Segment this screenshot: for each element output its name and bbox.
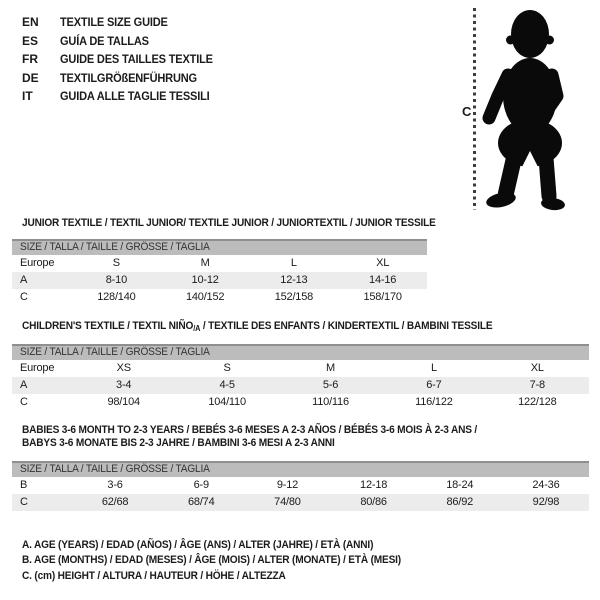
- legend: [22, 538, 434, 584]
- table-cell: 110/116: [312, 396, 349, 408]
- table-cell: 7-8: [529, 379, 545, 391]
- language-label: TEXTILGRÖßENFÜHRUNG: [60, 70, 197, 85]
- height-marker-label: C: [462, 104, 472, 119]
- language-code: IT: [22, 89, 33, 103]
- table-cell: 8-10: [105, 274, 127, 286]
- table-title: [22, 320, 544, 335]
- table-cell: XS: [116, 362, 131, 374]
- title-part: CHILDREN'S TEXTILE / TEXTIL NIÑO: [22, 320, 194, 332]
- table-cell: 3-4: [116, 379, 132, 391]
- table-cell: XL: [530, 362, 544, 374]
- table-cell: XL: [376, 257, 390, 269]
- language-label: TEXTILE SIZE GUIDE: [60, 15, 168, 29]
- table-cell: 6-7: [426, 379, 442, 391]
- row-label: A: [20, 379, 28, 391]
- table-cell: 18-24: [446, 479, 474, 491]
- language-label: GUIDE DES TAILLES TEXTILE: [60, 52, 213, 66]
- table-cell: 12-13: [280, 274, 308, 286]
- size-header-label: SIZE / TALLA / TAILLE / GRÖSSE / TAGLIA: [20, 463, 210, 475]
- table-cell: 5-6: [322, 379, 339, 391]
- language-row-en: [22, 13, 226, 32]
- legend-line-c: C. (cm) HEIGHT / ALTURA / HAUTEUR / HÖHE / ALTEZZA: [22, 569, 286, 582]
- row-label: C: [20, 291, 28, 303]
- language-row-de: [22, 69, 226, 88]
- row-label: Europe: [20, 257, 55, 269]
- legend-line-b: B. AGE (MONTHS) / EDAD (MESES) / ÂGE (MOIS) / ALTER (MONATE) / ETÀ (MESI): [22, 554, 401, 567]
- table-cell: 128/140: [97, 291, 136, 303]
- row-label: A: [20, 274, 28, 286]
- row-label: Europe: [20, 362, 55, 374]
- table-row: [12, 289, 427, 306]
- table-cell: 10-12: [191, 274, 219, 286]
- junior-textile-table: [12, 217, 436, 306]
- size-header-bar: [12, 461, 589, 477]
- language-code: ES: [22, 33, 39, 48]
- table-cell: 3-6: [107, 479, 123, 491]
- language-code: DE: [22, 70, 39, 85]
- table-cell: 74/80: [274, 496, 301, 508]
- row-label: B: [20, 479, 28, 491]
- title-part-subscript: /A: [193, 324, 201, 333]
- table-cell: 140/152: [185, 291, 225, 303]
- childrens-textile-table: [12, 320, 589, 411]
- table-row: [12, 360, 589, 377]
- table-row: [12, 255, 427, 272]
- legend-line-a: A. AGE (YEARS) / EDAD (AÑOS) / ÂGE (ANS) / ALTER (JAHRE) / ETÀ (ANNI): [22, 539, 374, 551]
- title-part: / TEXTILE DES ENFANTS / KINDERTEXTIL / BAMBINI TESSILE: [200, 320, 493, 332]
- table-cell: 6-9: [193, 479, 209, 491]
- table-cell: 9-12: [276, 479, 299, 491]
- language-row-it: [22, 87, 226, 106]
- table-cell: L: [290, 257, 297, 269]
- table-title-line-2: BABYS 3-6 MONATE BIS 2-3 JAHRE / BAMBINI 3-6 MESI A 2-3 ANNI: [22, 437, 335, 449]
- table-cell: 24-36: [532, 479, 560, 491]
- table-cell: 104/110: [208, 396, 246, 408]
- table-cell: 116/122: [415, 396, 453, 408]
- size-header-label: SIZE / TALLA / TAILLE / GRÖSSE / TAGLIA: [20, 241, 210, 253]
- table-cell: 122/128: [518, 396, 557, 408]
- table-cell: 92/98: [532, 496, 560, 508]
- babies-textile-table: [12, 424, 589, 511]
- child-figure-area: [440, 0, 600, 230]
- language-list: [22, 13, 226, 106]
- table-title: JUNIOR TEXTILE / TEXTIL JUNIOR/ TEXTILE JUNIOR / JUNIORTEXTIL / JUNIOR TESSILE: [22, 217, 436, 229]
- table-cell: M: [200, 257, 210, 269]
- table-cell: L: [430, 362, 437, 374]
- size-header-bar: [12, 344, 589, 360]
- size-header-bar: [12, 239, 427, 255]
- table-cell: M: [326, 362, 335, 374]
- table-row: [12, 494, 589, 511]
- row-label: C: [20, 496, 28, 508]
- table-cell: 14-16: [369, 274, 397, 286]
- table-title-line-1: BABIES 3-6 MONTH TO 2-3 YEARS / BEBÉS 3-6 MESES A 2-3 AÑOS / BÉBÉS 3-6 MOIS À 2-3 ANS /: [22, 424, 478, 436]
- language-row-es: [22, 32, 226, 51]
- language-code: FR: [22, 52, 38, 66]
- language-label: GUÍA DE TALLAS: [60, 33, 149, 48]
- table-cell: 4-5: [219, 379, 235, 391]
- table-cell: S: [223, 362, 231, 374]
- row-label: C: [20, 396, 28, 408]
- table-cell: 68/74: [187, 496, 215, 508]
- size-header-label: SIZE / TALLA / TAILLE / GRÖSSE / TAGLIA: [20, 346, 210, 358]
- language-row-fr: [22, 50, 226, 69]
- table-row: [12, 477, 589, 494]
- table-cell: 80/86: [360, 496, 387, 508]
- table-cell: 98/104: [107, 396, 140, 408]
- table-row: [12, 272, 427, 289]
- language-code: EN: [22, 15, 39, 29]
- table-row: [12, 377, 589, 394]
- standing-toddler-silhouette-icon: [440, 0, 600, 230]
- table-cell: S: [112, 257, 120, 269]
- table-row: [12, 394, 589, 411]
- table-cell: 158/170: [363, 291, 402, 303]
- table-cell: 62/68: [101, 496, 129, 508]
- table-cell: 12-18: [360, 479, 388, 491]
- language-label: GUIDA ALLE TAGLIE TESSILI: [60, 89, 210, 103]
- table-cell: 86/92: [446, 496, 474, 508]
- table-cell: 152/158: [274, 291, 314, 303]
